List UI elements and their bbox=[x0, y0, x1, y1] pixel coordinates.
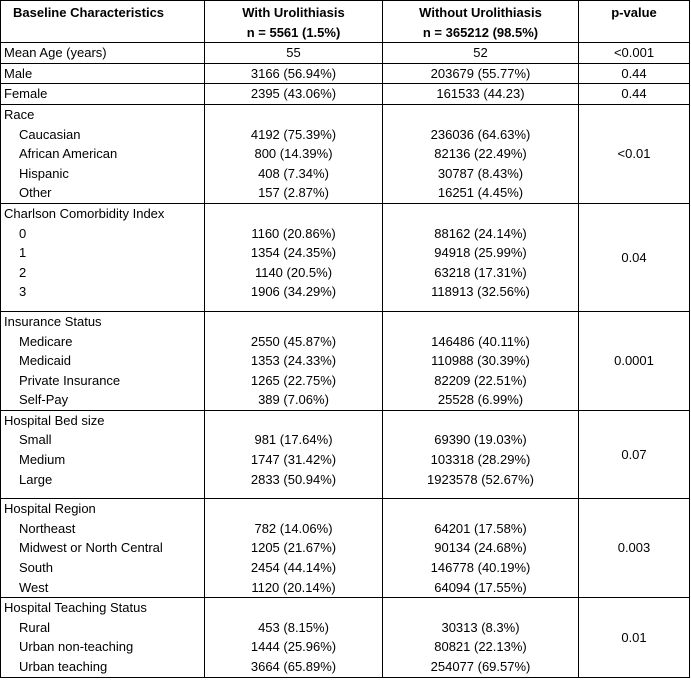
p-value-cell bbox=[579, 84, 690, 105]
p-value-cell bbox=[579, 410, 690, 498]
p-value-text: <0.001 bbox=[613, 45, 655, 61]
without-urolithiasis-cell bbox=[383, 43, 579, 64]
with-urolithiasis-cell bbox=[205, 598, 383, 677]
characteristic-cell bbox=[1, 410, 205, 498]
column-header-line: With Urolithiasis bbox=[242, 5, 345, 20]
characteristic-cell bbox=[1, 598, 205, 677]
column-header-2 bbox=[383, 1, 579, 43]
without-urolithiasis-cell bbox=[383, 84, 579, 105]
subcategory-label: Self-Pay bbox=[19, 392, 69, 408]
without-urolithiasis-cell bbox=[383, 104, 579, 203]
value-text: 146778 (40.19%) bbox=[430, 560, 531, 576]
characteristic-label: Race bbox=[4, 106, 35, 122]
subcategory-label: 1 bbox=[19, 245, 27, 261]
value-text: 3166 (56.94%) bbox=[250, 65, 337, 81]
subcategory-label: Medicaid bbox=[19, 353, 72, 369]
p-value-text: <0.01 bbox=[617, 146, 651, 162]
without-urolithiasis-cell bbox=[383, 63, 579, 84]
table-row bbox=[1, 84, 690, 105]
value-text: 1160 (20.86%) bbox=[251, 225, 336, 241]
with-urolithiasis-cell bbox=[205, 63, 383, 84]
p-value-cell bbox=[579, 104, 690, 203]
characteristic-cell bbox=[1, 203, 205, 311]
value-text: 64201 (17.58%) bbox=[434, 520, 527, 536]
with-urolithiasis-cell bbox=[205, 410, 383, 498]
table-row bbox=[1, 43, 690, 64]
value-text: 69390 (19.03%) bbox=[434, 432, 527, 448]
subcategory-label: South bbox=[19, 560, 53, 576]
characteristic-cell bbox=[1, 63, 205, 84]
characteristic-label: Mean Age (years) bbox=[4, 45, 107, 61]
column-header-1 bbox=[205, 1, 383, 43]
value-text: 94918 (25.99%) bbox=[434, 245, 527, 261]
value-text: 64094 (17.55%) bbox=[434, 579, 527, 595]
table-row bbox=[1, 104, 690, 203]
value-text: 2395 (43.06%) bbox=[250, 86, 337, 102]
characteristic-label: Charlson Comorbidity Index bbox=[4, 205, 165, 221]
value-text: 4192 (75.39%) bbox=[250, 126, 337, 142]
value-text: 161533 (44.23) bbox=[436, 86, 525, 102]
subcategory-label: West bbox=[19, 579, 49, 595]
p-value-text: 0.04 bbox=[621, 249, 647, 265]
value-text: 1747 (31.42%) bbox=[250, 452, 337, 468]
without-urolithiasis-cell bbox=[383, 311, 579, 410]
column-header-line: n = 365212 (98.5%) bbox=[422, 24, 539, 40]
subcategory-label: Large bbox=[19, 471, 53, 487]
value-text: 254077 (69.57%) bbox=[430, 659, 531, 674]
value-text: 2454 (44.14%) bbox=[250, 560, 337, 576]
subcategory-label: African American bbox=[19, 146, 118, 162]
characteristic-label: Female bbox=[4, 86, 48, 102]
value-text: 203679 (55.77%) bbox=[430, 65, 531, 81]
without-urolithiasis-cell bbox=[383, 499, 579, 598]
p-value-cell bbox=[579, 43, 690, 64]
value-text: 82136 (22.49%) bbox=[434, 146, 527, 162]
with-urolithiasis-cell bbox=[205, 43, 383, 64]
characteristic-label: Hospital Region bbox=[4, 501, 96, 517]
subcategory-label: Hispanic bbox=[19, 165, 69, 181]
value-text: 80821 (22.13%) bbox=[434, 639, 527, 655]
value-text: 110988 (30.39%) bbox=[431, 353, 530, 369]
subcategory-label: 3 bbox=[19, 284, 27, 300]
value-text: 90134 (24.68%) bbox=[434, 540, 527, 556]
subcategory-label: 2 bbox=[19, 264, 27, 280]
value-text: 63218 (17.31%) bbox=[434, 264, 527, 280]
with-urolithiasis-cell bbox=[205, 84, 383, 105]
characteristic-label: Insurance Status bbox=[4, 313, 102, 329]
characteristic-label: Hospital Teaching Status bbox=[4, 600, 147, 616]
value-text: 2833 (50.94%) bbox=[250, 471, 337, 487]
column-header-line: Without Urolithiasis bbox=[419, 5, 542, 20]
value-text: 389 (7.06%) bbox=[258, 392, 329, 408]
value-text: 1906 (34.29%) bbox=[250, 284, 337, 300]
p-value-text: 0.44 bbox=[621, 86, 647, 102]
value-text: 453 (8.15%) bbox=[258, 619, 329, 635]
value-text: 55 bbox=[286, 45, 301, 61]
subcategory-label: Midwest or North Central bbox=[19, 540, 163, 556]
with-urolithiasis-cell bbox=[205, 499, 383, 598]
value-text: 88162 (24.14%) bbox=[434, 225, 527, 241]
with-urolithiasis-cell bbox=[205, 104, 383, 203]
table-row bbox=[1, 203, 690, 311]
p-value-cell bbox=[579, 598, 690, 677]
table-header-row bbox=[1, 1, 690, 43]
value-text: 3664 (65.89%) bbox=[250, 659, 337, 674]
characteristic-cell bbox=[1, 104, 205, 203]
p-value-text: 0.07 bbox=[621, 446, 647, 462]
value-text: 236036 (64.63%) bbox=[430, 126, 531, 142]
column-header-line: p-value bbox=[611, 5, 657, 20]
table-body bbox=[1, 43, 690, 677]
value-text: 800 (14.39%) bbox=[254, 146, 333, 162]
table-row bbox=[1, 311, 690, 410]
value-text: 103318 (28.29%) bbox=[430, 452, 531, 468]
value-text: 30313 (8.3%) bbox=[441, 619, 520, 635]
characteristic-cell bbox=[1, 43, 205, 64]
subcategory-label: Rural bbox=[19, 619, 51, 635]
value-text: 30787 (8.43%) bbox=[437, 165, 524, 181]
value-text: 52 bbox=[473, 45, 488, 61]
table-row bbox=[1, 598, 690, 677]
value-text: 16251 (4.45%) bbox=[437, 185, 524, 201]
subcategory-label: Urban non-teaching bbox=[19, 639, 134, 655]
without-urolithiasis-cell bbox=[383, 203, 579, 311]
p-value-cell bbox=[579, 311, 690, 410]
value-text: 782 (14.06%) bbox=[254, 520, 333, 536]
characteristic-cell bbox=[1, 311, 205, 410]
value-text: 1444 (25.96%) bbox=[250, 639, 337, 655]
value-text: 25528 (6.99%) bbox=[437, 392, 524, 408]
value-text: 82209 (22.51%) bbox=[434, 372, 527, 388]
with-urolithiasis-cell bbox=[205, 203, 383, 311]
subcategory-label: Medium bbox=[19, 452, 66, 468]
p-value-text: 0.003 bbox=[617, 540, 651, 556]
p-value-text: 0.44 bbox=[621, 65, 647, 81]
table-row bbox=[1, 63, 690, 84]
value-text: 2550 (45.87%) bbox=[250, 333, 337, 349]
value-text: 1923578 (52.67%) bbox=[427, 471, 534, 487]
subcategory-label: Northeast bbox=[19, 520, 76, 536]
without-urolithiasis-cell bbox=[383, 410, 579, 498]
value-text: 1205 (21.67%) bbox=[250, 540, 337, 556]
subcategory-label: Other bbox=[19, 185, 52, 201]
value-text: 981 (17.64%) bbox=[254, 432, 333, 448]
characteristic-label: Hospital Bed size bbox=[4, 412, 105, 428]
value-text: 1265 (22.75%) bbox=[250, 372, 337, 388]
value-text: 1120 (20.14%) bbox=[251, 579, 336, 595]
p-value-cell bbox=[579, 203, 690, 311]
value-text: 408 (7.34%) bbox=[258, 165, 329, 181]
column-header-line: n = 5561 (1.5%) bbox=[246, 24, 341, 40]
without-urolithiasis-cell bbox=[383, 598, 579, 677]
column-header-line: Baseline Characteristics bbox=[13, 5, 165, 20]
column-header-3 bbox=[579, 1, 690, 43]
characteristic-label: Male bbox=[4, 65, 33, 81]
column-header-0 bbox=[1, 1, 205, 43]
characteristic-cell bbox=[1, 499, 205, 598]
subcategory-label: Urban teaching bbox=[19, 659, 108, 674]
table-row bbox=[1, 410, 690, 498]
with-urolithiasis-cell bbox=[205, 311, 383, 410]
value-text: 146486 (40.11%) bbox=[431, 333, 530, 349]
table-row bbox=[1, 499, 690, 598]
subcategory-label: Small bbox=[19, 432, 52, 448]
characteristic-cell bbox=[1, 84, 205, 105]
value-text: 1140 (20.5%) bbox=[254, 264, 333, 280]
p-value-text: 0.01 bbox=[621, 629, 647, 645]
p-value-text: 0.0001 bbox=[614, 353, 654, 369]
value-text: 1354 (24.35%) bbox=[250, 245, 337, 261]
subcategory-label: Medicare bbox=[19, 333, 73, 349]
subcategory-label: Private Insurance bbox=[19, 372, 121, 388]
value-text: 118913 (32.56%) bbox=[431, 284, 530, 300]
value-text: 1353 (24.33%) bbox=[250, 353, 337, 369]
p-value-cell bbox=[579, 499, 690, 598]
value-text: 157 (2.87%) bbox=[258, 185, 329, 201]
subcategory-label: 0 bbox=[19, 225, 27, 241]
subcategory-label: Caucasian bbox=[19, 126, 81, 142]
p-value-cell bbox=[579, 63, 690, 84]
